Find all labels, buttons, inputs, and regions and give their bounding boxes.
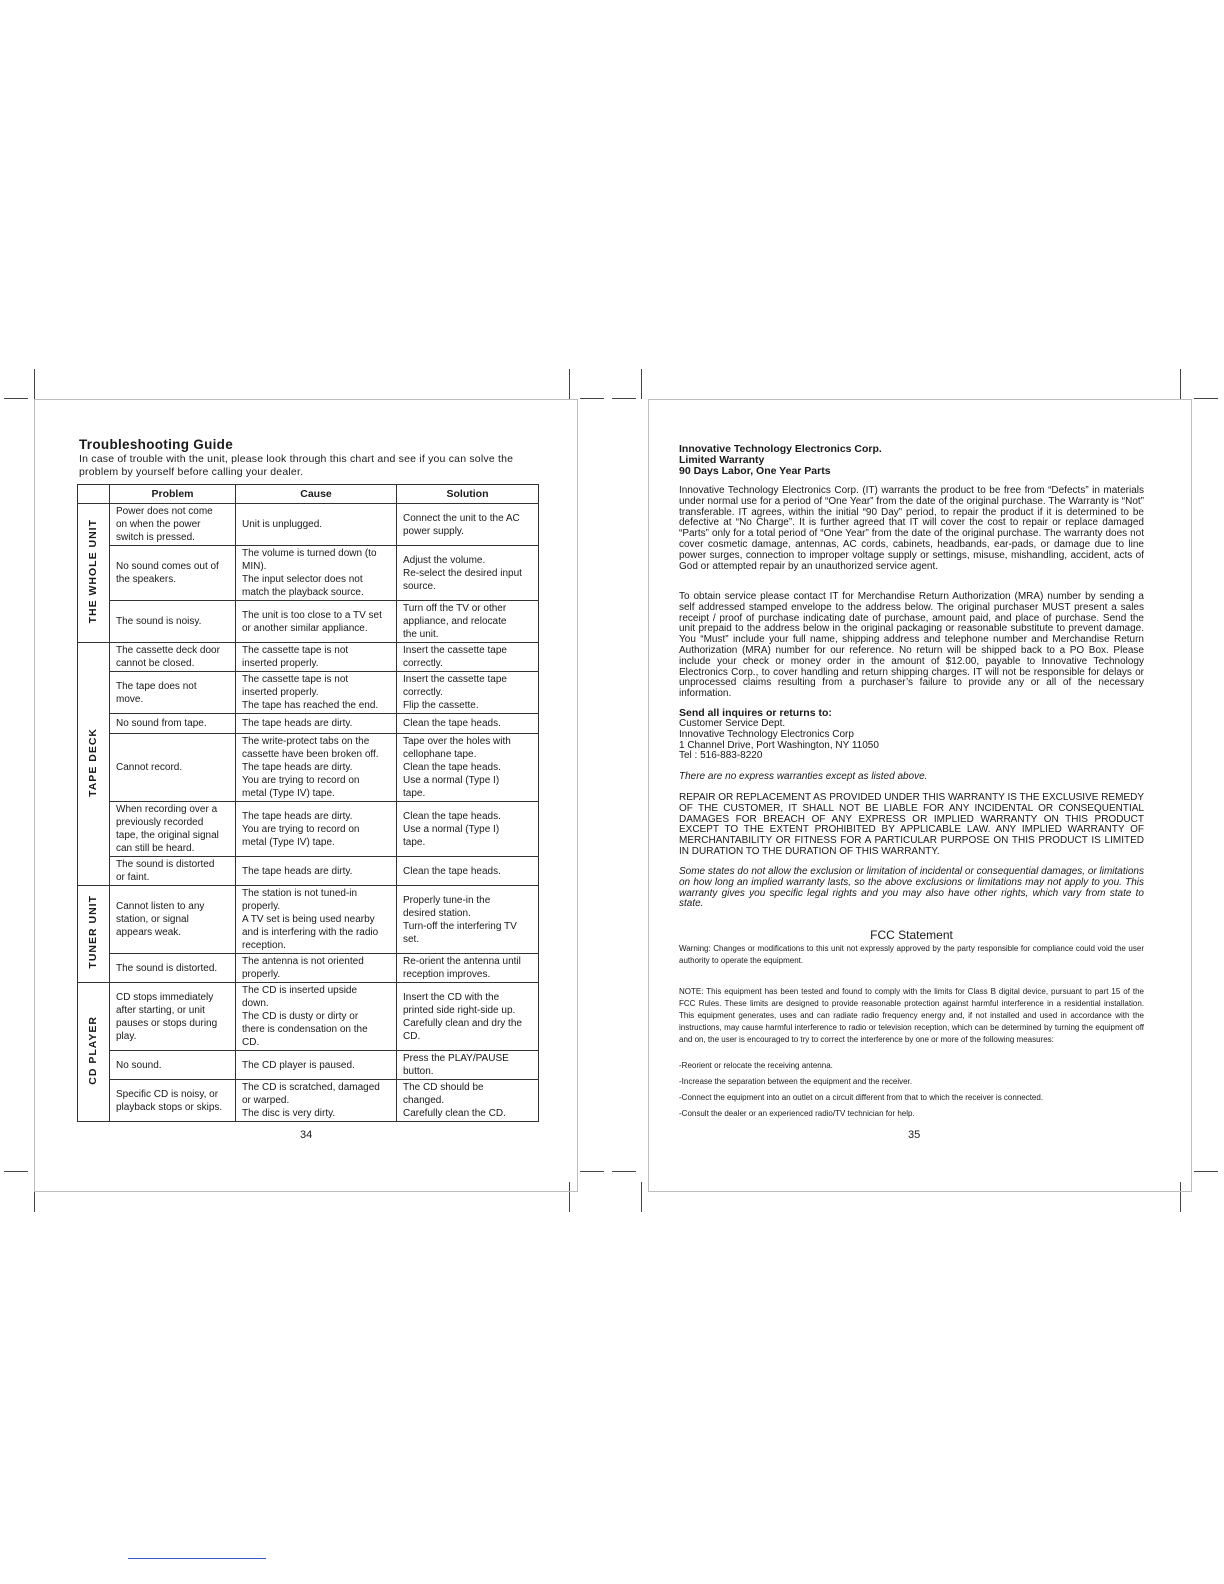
fcc-title: FCC Statement xyxy=(870,928,953,942)
address-line: Innovative Technology Electronics Corp xyxy=(679,728,854,740)
table-row xyxy=(78,672,539,714)
crop-mark xyxy=(569,369,570,399)
problem-text: tape, the original signal xyxy=(116,830,219,841)
problem-text: can still be heard. xyxy=(116,843,195,854)
solution-text: changed. xyxy=(403,1095,445,1106)
cause-text: Unit is unplugged. xyxy=(242,519,323,530)
warranty-terms: 90 Days Labor, One Year Parts xyxy=(679,465,831,477)
solution-text: cellophane tape. xyxy=(403,749,477,760)
table-row xyxy=(78,886,539,954)
solution-text: button. xyxy=(403,1066,434,1077)
problem-cell xyxy=(110,504,236,546)
crop-mark xyxy=(34,369,35,399)
solution-text: correctly. xyxy=(403,687,443,698)
cause-text: MIN). xyxy=(242,561,267,572)
cause-text: cassette have been broken off. xyxy=(242,749,379,760)
solution-text: The CD should be xyxy=(403,1082,484,1093)
problem-text: When recording over a xyxy=(116,804,218,815)
cause-text: CD. xyxy=(242,1037,260,1048)
solution-text: printed side right-side up. xyxy=(403,1004,516,1016)
cause-cell xyxy=(236,857,397,886)
cause-cell xyxy=(236,601,397,643)
solution-cell xyxy=(397,886,539,954)
header-solution: Solution xyxy=(397,485,539,504)
cause-text: The CD is dusty or dirty or xyxy=(242,1011,359,1022)
send-heading: Send all inquires or returns to: xyxy=(679,707,832,719)
troubleshooting-table xyxy=(77,484,539,1122)
cause-text: The input selector does not xyxy=(242,574,363,585)
problem-text: cannot be closed. xyxy=(116,658,195,669)
table-row xyxy=(78,643,539,672)
solution-text: Use a normal (Type I) xyxy=(403,775,500,786)
cause-text: You are trying to record on xyxy=(242,823,360,835)
cause-text: The tape heads are dirty. xyxy=(242,762,353,773)
table-row xyxy=(78,857,539,886)
problem-text: play. xyxy=(116,1030,137,1042)
cause-text: The tape has reached the end. xyxy=(242,700,379,711)
problem-cell xyxy=(110,601,236,643)
cause-text: The cassette tape is not xyxy=(242,645,349,656)
header-spacer xyxy=(78,485,110,504)
warranty-title: Limited Warranty xyxy=(679,454,765,466)
solution-text: correctly. xyxy=(403,658,443,669)
solution-cell xyxy=(397,954,539,983)
table-header-row xyxy=(78,485,539,504)
solution-cell xyxy=(397,504,539,546)
troubleshooting-title: Troubleshooting Guide xyxy=(79,437,234,452)
crop-mark xyxy=(1194,1171,1218,1172)
solution-text: power supply. xyxy=(403,525,464,537)
cause-text: metal (Type IV) tape. xyxy=(242,836,335,848)
solution-text: appliance, and relocate xyxy=(403,616,507,627)
crop-mark xyxy=(1180,369,1181,399)
category-cell xyxy=(78,643,110,886)
cause-cell xyxy=(236,802,397,857)
problem-text: Cannot listen to any xyxy=(116,901,205,912)
problem-text: The tape does not xyxy=(116,680,197,692)
cause-text: The station is not tuned-in xyxy=(242,888,358,899)
solution-text: Adjust the volume. xyxy=(403,554,486,566)
table-row xyxy=(78,504,539,546)
cause-cell xyxy=(236,672,397,714)
address-line: Customer Service Dept. xyxy=(679,718,786,729)
solution-text: Insert the cassette tape xyxy=(403,645,507,656)
cause-text: The volume is turned down (to xyxy=(242,548,377,559)
solution-cell xyxy=(397,714,539,734)
problem-text: Specific CD is noisy, or xyxy=(116,1088,219,1100)
solution-text: Insert the cassette tape xyxy=(403,674,507,685)
solution-text: Clean the tape heads. xyxy=(403,762,501,773)
crop-mark xyxy=(641,1182,642,1212)
crop-mark xyxy=(612,1171,636,1172)
fcc-measure: -Connect the equipment into an outlet on a circuit different from that to which the receiver is connected. xyxy=(679,1093,1044,1102)
cause-text: The tape heads are dirty. xyxy=(242,865,353,877)
fcc-measure: -Reorient or relocate the receiving antenna. xyxy=(679,1061,833,1070)
liability-paragraph: REPAIR OR REPLACEMENT AS PROVIDED UNDER THIS WARRANTY IS THE EXCLUSIVE REMEDY OF THE CUSTOMER, IT SHALL NOT BE LIABLE FOR ANY INCIDENTAL OR CONSEQUENTIAL DAMAGES FOR BREACH OF ANY EXPRESS OR IMPLIED WARRANTY ON THIS PRODUCT EXCEPT TO THE EXTENT PROHIBITED BY APPLICABLE LAW. ANY IMPLIED WARRANTY OF MERCHANTABILITY OR FITNESS FOR A PARTICULAR PURPOSE ON THIS PRODUCT IS LIMITED IN DURATION TO THE DURATION OF THIS WARRANTY. xyxy=(679,792,1144,857)
crop-mark xyxy=(641,369,642,399)
category-label: THE WHOLE UNIT xyxy=(87,518,99,624)
cause-text: The CD player is paused. xyxy=(242,1059,355,1071)
category-label: TUNER UNIT xyxy=(87,895,99,969)
troubleshooting-intro: In case of trouble with the unit, please look through this chart and see if you can solve the problem by yourself before calling your dealer. xyxy=(79,453,514,478)
category-label: TAPE DECK xyxy=(87,727,99,797)
solution-text: Clean the tape heads. xyxy=(403,865,501,877)
cause-text: reception. xyxy=(242,940,286,951)
cause-text: or warped. xyxy=(242,1095,290,1106)
cause-cell xyxy=(236,714,397,734)
problem-text: Power does not come xyxy=(116,506,213,517)
solution-cell xyxy=(397,734,539,802)
solution-text: the unit. xyxy=(403,629,439,640)
cause-cell xyxy=(236,954,397,983)
problem-text: move. xyxy=(116,693,144,705)
header-cause: Cause xyxy=(236,485,397,504)
problem-text: appears weak. xyxy=(116,927,182,938)
problem-cell xyxy=(110,546,236,601)
table-row xyxy=(78,954,539,983)
solution-text: tape. xyxy=(403,836,426,848)
solution-text: Insert the CD with the xyxy=(403,991,500,1003)
category-cell xyxy=(78,504,110,643)
table-row xyxy=(78,714,539,734)
solution-cell xyxy=(397,643,539,672)
crop-mark xyxy=(580,398,604,399)
problem-cell xyxy=(110,857,236,886)
solution-text: Connect the unit to the AC xyxy=(403,512,520,524)
cause-cell xyxy=(236,546,397,601)
fcc-note: NOTE: This equipment has been tested and found to comply with the limits for Class B digital device, pursuant to part 15 of the FCC Rules. These limits are designed to provide reasonable protection against harmful interference in a residential installation. This equipment generates, uses and can radiate radio frequency energy and, if not installed and used in accordance with the instructions, may cause harmful interference to radio or television reception, which can be determined by turning the equipment off and on, the user is encouraged to try to correct the interference by one or more of the following measures: xyxy=(679,987,1144,1044)
solution-text: Re-select the desired input xyxy=(403,567,522,579)
cause-text: properly. xyxy=(242,901,281,912)
problem-text: previously recorded xyxy=(116,817,204,828)
problem-text: No sound from tape. xyxy=(116,718,207,729)
cause-text: The tape heads are dirty. xyxy=(242,810,353,822)
solution-cell xyxy=(397,802,539,857)
cause-cell xyxy=(236,643,397,672)
table-row xyxy=(78,802,539,857)
cause-text: there is condensation on the xyxy=(242,1024,368,1035)
solution-text: Re-orient the antenna until xyxy=(403,956,521,967)
problem-text: station, or signal xyxy=(116,914,189,925)
solution-text: tape. xyxy=(403,788,426,799)
cause-text: The CD is inserted upside xyxy=(242,985,358,996)
problem-text: The sound is distorted. xyxy=(116,962,218,974)
problem-text: on when the power xyxy=(116,519,201,530)
crop-mark xyxy=(4,398,28,399)
problem-cell xyxy=(110,886,236,954)
warranty-header xyxy=(679,444,1144,477)
fcc-measure: -Increase the separation between the equipment and the receiver. xyxy=(679,1077,913,1086)
page-number-left: 34 xyxy=(300,1129,313,1141)
solution-text: Carefully clean and dry the xyxy=(403,1017,522,1029)
cause-text: down. xyxy=(242,998,269,1009)
crop-mark xyxy=(612,398,636,399)
cause-cell xyxy=(236,1051,397,1080)
cause-text: metal (Type IV) tape. xyxy=(242,788,335,799)
address-line: Tel : 516-883-8220 xyxy=(679,750,763,762)
cause-text: You are trying to record on xyxy=(242,775,360,786)
problem-text: pauses or stops during xyxy=(116,1017,218,1029)
solution-cell xyxy=(397,546,539,601)
solution-text: Clean the tape heads. xyxy=(403,810,501,822)
page-number-right: 35 xyxy=(908,1129,921,1141)
header-problem: Problem xyxy=(110,485,236,504)
problem-text: playback stops or skips. xyxy=(116,1101,223,1113)
crop-mark xyxy=(580,1171,604,1172)
problem-text: No sound. xyxy=(116,1059,162,1071)
category-label: CD PLAYER xyxy=(87,1015,99,1085)
cause-text: The tape heads are dirty. xyxy=(242,718,353,729)
problem-cell xyxy=(110,714,236,734)
cause-cell xyxy=(236,886,397,954)
cause-text: properly. xyxy=(242,969,281,980)
contact-block xyxy=(679,708,1144,762)
crop-mark xyxy=(1194,398,1218,399)
solution-cell xyxy=(397,1051,539,1080)
solution-text: set. xyxy=(403,933,420,945)
problem-text: No sound comes out of xyxy=(116,561,219,572)
solution-text: reception improves. xyxy=(403,969,491,980)
problem-cell xyxy=(110,672,236,714)
problem-text: CD stops immediately xyxy=(116,991,214,1003)
solution-text: Turn-off the interfering TV xyxy=(403,920,517,932)
solution-text: Use a normal (Type I) xyxy=(403,823,500,835)
crop-mark xyxy=(4,1171,28,1172)
problem-text: or faint. xyxy=(116,872,150,883)
solution-cell xyxy=(397,1080,539,1122)
problem-text: switch is pressed. xyxy=(116,532,195,543)
problem-text: after starting, or unit xyxy=(116,1004,205,1016)
table-row xyxy=(78,734,539,802)
solution-text: desired station. xyxy=(403,907,471,919)
solution-text: Press the PLAY/PAUSE xyxy=(403,1053,509,1064)
blue-underline-mark xyxy=(128,1558,266,1559)
problem-cell xyxy=(110,802,236,857)
solution-cell xyxy=(397,857,539,886)
table-row xyxy=(78,546,539,601)
solution-text: Tape over the holes with xyxy=(403,736,511,747)
problem-cell xyxy=(110,983,236,1051)
cause-cell xyxy=(236,1080,397,1122)
cause-text: The disc is very dirty. xyxy=(242,1108,336,1119)
problem-cell xyxy=(110,1051,236,1080)
problem-cell xyxy=(110,1080,236,1122)
no-express-warranty: There are no express warranties except as listed above. xyxy=(679,771,928,782)
company-name: Innovative Technology Electronics Corp. xyxy=(679,443,882,455)
cause-text: The CD is scratched, damaged xyxy=(242,1082,380,1093)
problem-text: The cassette deck door xyxy=(116,645,220,656)
category-cell xyxy=(78,886,110,983)
cause-text: inserted properly. xyxy=(242,687,319,698)
cause-cell xyxy=(236,983,397,1051)
cause-text: match the playback source. xyxy=(242,587,364,598)
cause-text: or another similar appliance. xyxy=(242,622,368,634)
solution-text: Properly tune-in the xyxy=(403,894,491,906)
warranty-paragraph-2: To obtain service please contact IT for Merchandise Return Authorization (MRA) number by sending a self addressed stamped envelope to the address below. The original purchaser MUST present a sales receipt / proof of purchase indicating date of purchase, amount paid, and place of purchase. Send the unit prepaid to the address below in the original packaging or reasonable substitute to prevent damage. You “Must” include your full name, shipping address and telephone number and Merchandise Return Authorization (MRA) number for our reference. No return will be shipped back to a PO Box. Please include your check or money order in the amount of $12.00, payable to Innovative Technology Electronics Corp., to cover handling and return shipping charges. IT will not be responsible for delays or unprocessed claims resulting from a purchaser’s failure to provide any or all of the necessary information. xyxy=(679,591,1144,700)
cause-text: inserted properly. xyxy=(242,658,319,669)
table-row xyxy=(78,983,539,1051)
cause-cell xyxy=(236,734,397,802)
problem-text: Cannot record. xyxy=(116,762,183,773)
solution-cell xyxy=(397,672,539,714)
table-body xyxy=(78,504,539,1122)
address-line: 1 Channel Drive, Port Washington, NY 11050 xyxy=(679,739,879,751)
cause-text: The antenna is not oriented xyxy=(242,956,364,967)
cause-text: The cassette tape is not xyxy=(242,674,349,685)
table-row xyxy=(78,601,539,643)
problem-cell xyxy=(110,643,236,672)
solution-text: Turn off the TV or other xyxy=(403,603,507,614)
solution-text: Carefully clean the CD. xyxy=(403,1108,506,1119)
problem-cell xyxy=(110,734,236,802)
fcc-warning: Warning: Changes or modifications to this unit not expressly approved by the party responsible for compliance could void the user authority to operate the equipment. xyxy=(679,944,1144,965)
problem-text: the speakers. xyxy=(116,574,177,585)
warranty-paragraph-1: Innovative Technology Electronics Corp. (IT) warrants the product to be free from “Defects” in materials under normal use for a period of “One Year” from the date of the original purchase. The Warranty is “Not” transferable. IT agrees, within the initial “90 Day” period, to repair the product if it is determined to be defective at “No Charge”. It is further agreed that IT will cover the cost to repair or replace damaged “Parts” only for a total period of “One Year” from the date of the original purchase. The warranty does not cover cosmetic damage, antennas, AC cords, cabinets, headbands, ear-pads, or damage due to line power surges, connection to improper voltage supply or settings, misuse, mishandling, accident, acts of God or attempted repair by an unauthorized service agent. xyxy=(679,485,1144,572)
solution-cell xyxy=(397,601,539,643)
cause-text: The write-protect tabs on the xyxy=(242,736,370,747)
solution-cell xyxy=(397,983,539,1051)
problem-text: The sound is distorted xyxy=(116,859,215,870)
cause-text: The unit is too close to a TV set xyxy=(242,609,382,621)
problem-text: The sound is noisy. xyxy=(116,616,202,627)
cause-cell xyxy=(236,504,397,546)
solution-text: source. xyxy=(403,580,436,592)
solution-text: CD. xyxy=(403,1030,421,1042)
problem-cell xyxy=(110,954,236,983)
state-rights-paragraph: Some states do not allow the exclusion or limitation of incidental or consequential damages, or limitations on how long an implied warranty lasts, so the above exclusions or limitations may not apply to you. This warranty gives you specific legal rights and you may also have other rights, which vary from state to state. xyxy=(679,866,1144,910)
table-row xyxy=(78,1080,539,1122)
cause-text: A TV set is being used nearby xyxy=(242,914,375,925)
fcc-measure: -Consult the dealer or an experienced radio/TV technician for help. xyxy=(679,1109,915,1118)
category-cell xyxy=(78,983,110,1122)
table-row xyxy=(78,1051,539,1080)
solution-text: Clean the tape heads. xyxy=(403,718,501,729)
cause-text: and is interfering with the radio xyxy=(242,927,379,938)
solution-text: Flip the cassette. xyxy=(403,700,479,711)
